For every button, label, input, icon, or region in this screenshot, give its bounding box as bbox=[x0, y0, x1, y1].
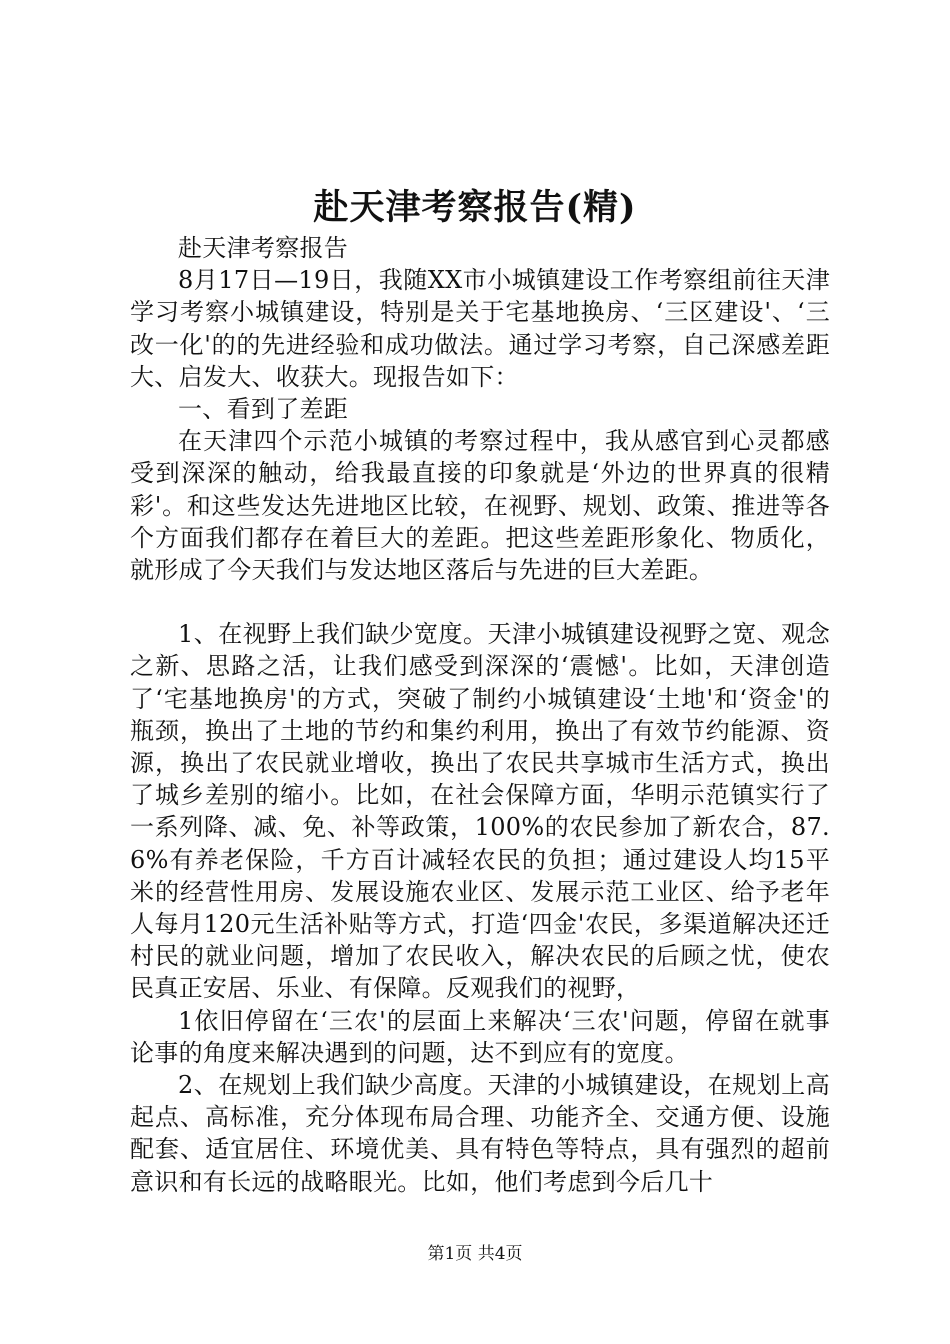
paragraph-subtitle: 赴天津考察报告 bbox=[178, 234, 349, 262]
section-heading: 一、看到了差距 bbox=[178, 395, 349, 424]
paragraph: 2、在规划上我们缺少高度。天津的小城镇建设，在规划上高起点、高标准，充分体现布局合理、功能齐全、交通方便、设施配套、适宜居住、环境优美、具有特色等特点，具有强烈的超前意识和有长远的战略眼光。比如，他们考虑到今后几十 bbox=[130, 1071, 830, 1196]
paragraph: 1依旧停留在‘三农'的层面上来解决‘三农'问题，停留在就事论事的角度来解决遇到的问题，达不到应有的宽度。 bbox=[130, 1006, 830, 1067]
paragraph-intro: 8月17日—19日，我随XX市小城镇建设工作考察组前往天津学习考察小城镇建设，特别是关于宅基地换房、‘三区建设'、‘三改一化'的的先进经验和成功做法。通过学习考察，自己深感差距大、启发大、收获大。现报告如下： bbox=[130, 266, 830, 391]
paragraph-spacer bbox=[130, 586, 830, 618]
page-footer: 第1页 共4页 bbox=[427, 1244, 523, 1264]
paragraph: 1、在视野上我们缺少宽度。天津小城镇建设视野之宽、观念之新、思路之活，让我们感受到深深的‘震憾'。比如，天津创造了‘宅基地换房'的方式，突破了制约小城镇建设‘土地'和‘资金'的瓶颈，换出了土地的节约和集约利用，换出了有效节约能源、资源，换出了农民就业增收，换出了农民共享城市生活方式，换出了城乡差别的缩小。比如，在社会保障方面，华明示范镇实行了一系列降、减、免、补等政策，100%的农民参加了新农合，87.6%有养老保险，千方百计减轻农民的负担；通过建设人均15平米的经营性用房、发展设施农业区、发展示范工业区、给予老年人每月120元生活补贴等方式，打造‘四金'农民，多渠道解决还迁村民的就业问题，增加了农民收入，解决农民的后顾之忧，使农民真正安居、乐业、有保障。反观我们的视野， bbox=[130, 620, 830, 1003]
document-body bbox=[130, 232, 830, 1198]
document-title: 赴天津考察报告(精) bbox=[313, 187, 637, 228]
paragraph: 在天津四个示范小城镇的考察过程中，我从感官到心灵都感受到深深的触动，给我最直接的印象就是‘外边的世界真的很精彩'。和这些发达先进地区比较，在视野、规划、政策、推进等各个方面我们都存在着巨大的差距。把这些差距形象化、物质化，就形成了今天我们与发达地区落后与先进的巨大差距。 bbox=[130, 427, 830, 585]
